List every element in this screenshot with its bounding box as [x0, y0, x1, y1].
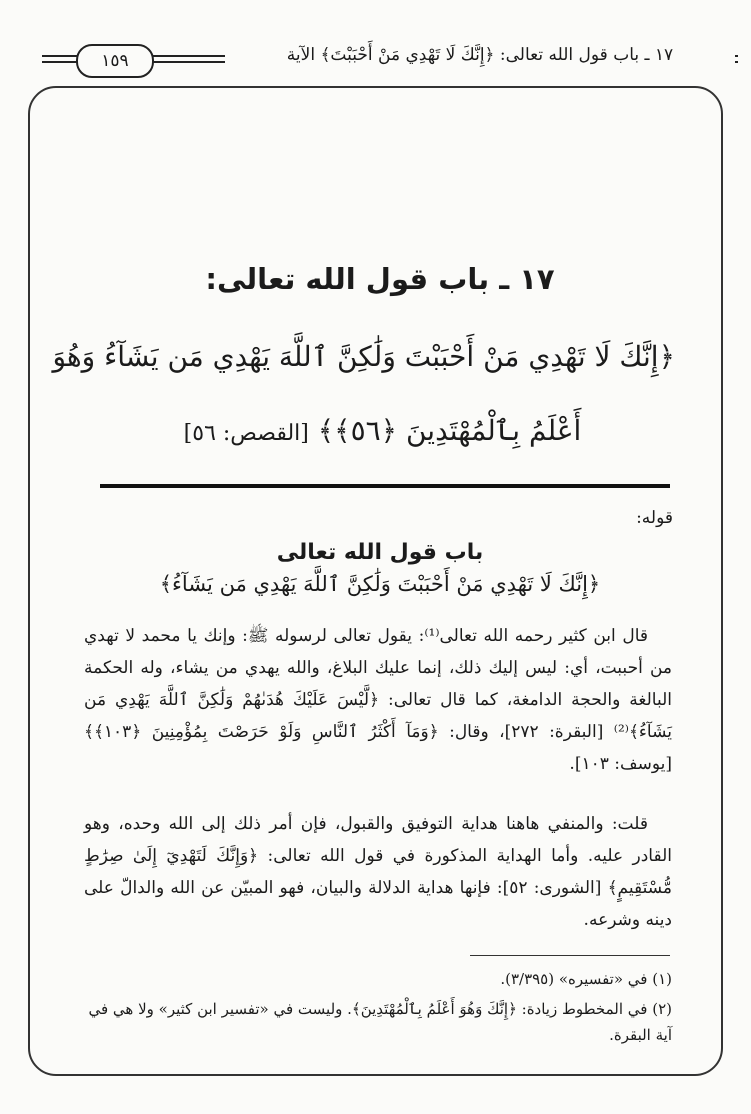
sub-title: باب قول الله تعالى: [276, 540, 484, 565]
page-number: ١٥٩: [76, 44, 154, 78]
footnote-2: (٢) في المخطوط زيادة: ﴿إِنَّكَ وَهُوَ أَعْلَمُ بِٱلْمُهْتَدِينَ﴾. وليست في «تفسير ابن كثير» ولا هي في آية البقرة.: [88, 1000, 672, 1044]
verse-reference: [القصص: ٥٦]: [183, 421, 309, 446]
paragraph-2: قلت: والمنفي هاهنا هداية التوفيق والقبول، فإن أمر ذلك إلى الله وحده، وهو القادر عليه. وأما الهداية المذكورة في قول الله تعالى: ﴿وَإِنَّكَ لَتَهْدِيٓ إِلَىٰ صِرَٰطٍ مُّسْتَقِيمٍ﴾ [الشورى: ٥٢]: فإنها هداية الدلالة والبيان، فهو المبيّن عن الله والدالّ على دينه وشرعه.: [84, 814, 672, 930]
footnote-divider: [470, 955, 670, 956]
intro-label: قوله:: [636, 508, 673, 528]
section-divider: [100, 484, 670, 488]
paragraph-1: قال ابن كثير رحمه الله تعالى⁽¹⁾: يقول تعالى لرسوله ﷺ: وإنك يا محمد لا تهدي من أحببت، أي: ليس إليك ذلك، إنما عليك البلاغ، والله يهدي من يشاء، وله الحكمة البالغة والحجة الدامغة، كما قال تعالى: ﴿لَّيْسَ عَلَيْكَ هُدَىٰهُمْ وَلَٰكِنَّ ٱللَّهَ يَهْدِي مَن يَشَآءُ﴾⁽²⁾ [البقرة: ٢٧٢]، وقال: ﴿وَمَآ أَكْثَرُ ٱلنَّاسِ وَلَوْ حَرَصْتَ بِمُؤْمِنِينَ ﴿١٠٣﴾﴾ [يوسف: ١٠٣].: [84, 626, 672, 774]
footnote-1: (١) في «تفسيره» (٣/٣٩٥).: [500, 970, 672, 988]
chapter-title: ١٧ ـ باب قول الله تعالى:: [205, 262, 555, 296]
verse-line-2: [90, 414, 675, 447]
verse-text-2: أَعْلَمُ بِٱلْمُهْتَدِينَ ﴿٥٦﴾﴾: [317, 414, 582, 447]
running-title: ١٧ ـ باب قول الله تعالى: ﴿إِنَّكَ لَا تَهْدِي مَنْ أَحْبَبْتَ﴾ الآية: [225, 44, 735, 65]
sub-verse: ﴿إِنَّكَ لَا تَهْدِي مَنْ أَحْبَبْتَ وَلَٰكِنَّ ٱللَّهَ يَهْدِي مَن يَشَآءُ﴾: [159, 572, 601, 596]
verse-line-1: ﴿إِنَّكَ لَا تَهْدِي مَنْ أَحْبَبْتَ وَلَٰكِنَّ ٱللَّهَ يَهْدِي مَن يَشَآءُ وَهُوَ: [52, 340, 675, 373]
